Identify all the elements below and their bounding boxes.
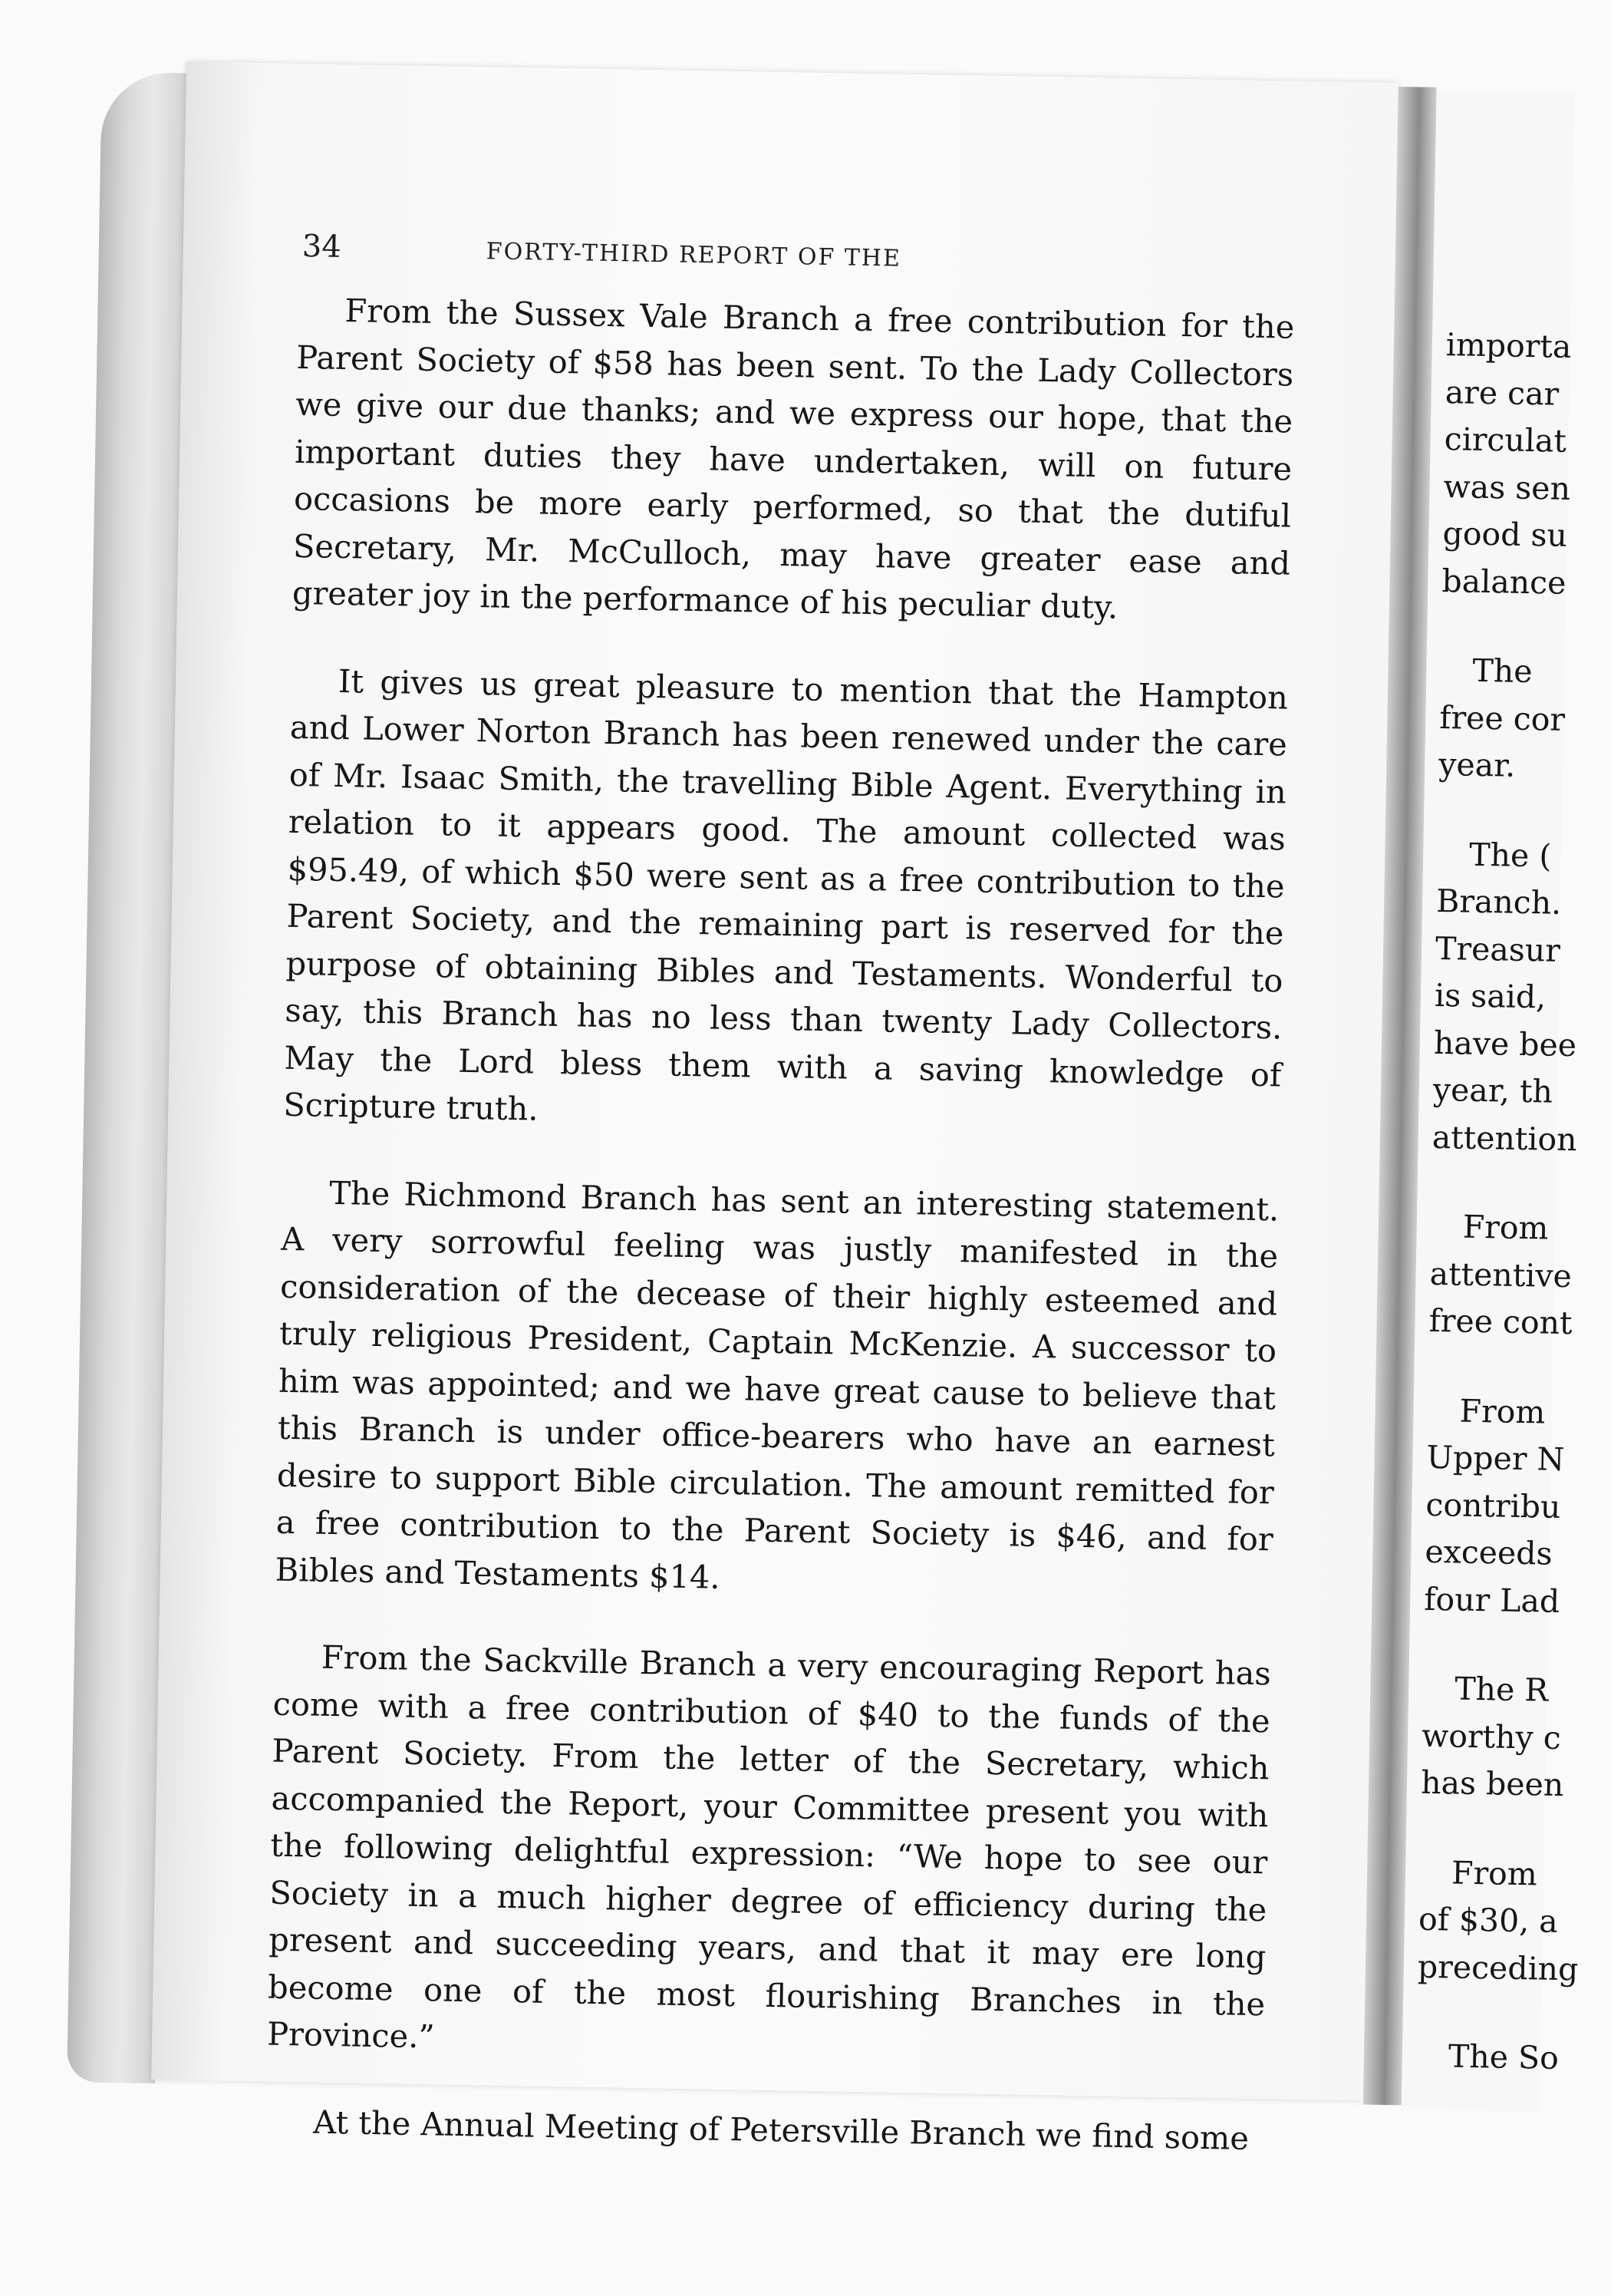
right-fragment xyxy=(1417,1849,1580,1993)
right-line: From xyxy=(1459,1392,1546,1431)
right-line: balance xyxy=(1441,562,1567,602)
right-line: The ( xyxy=(1468,836,1552,875)
right-line: worthy c xyxy=(1421,1717,1562,1757)
right-line: four Lad xyxy=(1423,1580,1560,1620)
right-line: is said, xyxy=(1434,976,1547,1016)
right-fragment xyxy=(1441,322,1607,608)
right-line: Upper N xyxy=(1426,1438,1565,1478)
right-line: year. xyxy=(1438,745,1516,784)
paragraph-hampton: It gives us great pleasure to mention that the Hampton and Lower Norton Branch has been renewed under the care of Mr. Isaac Smith, the travelling Bible Agent. Everything in relation to it appears good. The amount collected was $95.49, of which $50 were sent as a free contribution to the Parent Society, and the remaining part is reserved for the purpose of obtaining Bibles and Testaments. Wonderful to say, this Branch has no less than twenty Lady Collectors. May the Lord bless them with a saving knowledge of Scripture truth. xyxy=(282,661,1289,1128)
right-line: The So xyxy=(1448,2037,1560,2077)
left-page xyxy=(151,61,1399,2157)
paragraph-sackville: From the Sackville Branch a very encouraging Report has come with a free contribution of $40 to the funds of the Parent Society. From the letter of the Secretary, which accompanied the Report, your Committee present you with the following delightful expression: “We hope to see our Society in a much higher degree of efficiency during the present and succeeding years, and that it may ere long become one of the most flourishing Branches in the Province.” xyxy=(266,1638,1272,2056)
right-line: circulat xyxy=(1444,421,1567,460)
right-line: exceeds xyxy=(1425,1532,1553,1572)
right-page-text xyxy=(1415,322,1606,2125)
right-line: Treasur xyxy=(1435,929,1561,969)
page-header xyxy=(301,229,1369,293)
open-book xyxy=(120,50,1579,2157)
running-head: FORTY-THIRD REPORT OF THE xyxy=(486,238,902,272)
right-fragment xyxy=(1424,1387,1589,1625)
right-line: free cont xyxy=(1428,1301,1573,1342)
right-line: From xyxy=(1451,1854,1538,1892)
right-fragment xyxy=(1438,647,1602,791)
right-fragment xyxy=(1431,830,1598,1163)
right-line: have bee xyxy=(1433,1024,1577,1064)
right-line: are car xyxy=(1445,373,1560,413)
right-fragment xyxy=(1421,1665,1584,1809)
paragraph-richmond: The Richmond Branch has sent an interesting statement. A very sorrowful feeling was justly manifested in the consideration of the decease of their highly esteemed and truly religious President, Captain McKenzie. A successor to him was appointed; and we have great cause to believe that this Branch is under office-bearers who have an earnest desire to support Bible circulation. The amount remitted for a free contribution to the Parent Society is $46, and for Bibles and Testaments $14. xyxy=(275,1173,1280,1596)
right-line: free cor xyxy=(1439,698,1566,738)
right-line: Branch. xyxy=(1435,882,1562,922)
right-line: attention xyxy=(1431,1118,1578,1158)
right-fragment xyxy=(1415,2033,1576,2083)
paragraph-sussex-vale: From the Sussex Vale Branch a free contribution for the Parent Society of $58 has been sent. To the Lady Collectors we give our due thanks; and we express our hope, that the important duties they have undertaken, will on future occasions be more early performed, so that the dutiful Secretary, Mr. McCulloch, may have greater ease and greater joy in the performance of his peculiar duty. xyxy=(292,292,1295,626)
right-line: preceding xyxy=(1417,1948,1579,1988)
right-line: importa xyxy=(1445,326,1572,365)
right-line: good su xyxy=(1442,515,1568,554)
right-line: From xyxy=(1462,1208,1549,1247)
right-line: was sen xyxy=(1443,467,1571,507)
right-line: The xyxy=(1472,652,1533,691)
right-line: year, th xyxy=(1432,1070,1553,1110)
paragraph-petersville: At the Annual Meeting of Petersville Branch we find some xyxy=(312,2103,1250,2157)
right-line: of $30, a xyxy=(1418,1900,1559,1940)
right-fragment xyxy=(1428,1203,1592,1348)
body-text xyxy=(265,286,1295,2202)
right-line: contribu xyxy=(1425,1486,1561,1526)
right-line: The R xyxy=(1454,1670,1549,1709)
right-line: attentive xyxy=(1429,1255,1573,1295)
page-number: 34 xyxy=(301,229,342,265)
right-line: has been xyxy=(1420,1763,1564,1804)
